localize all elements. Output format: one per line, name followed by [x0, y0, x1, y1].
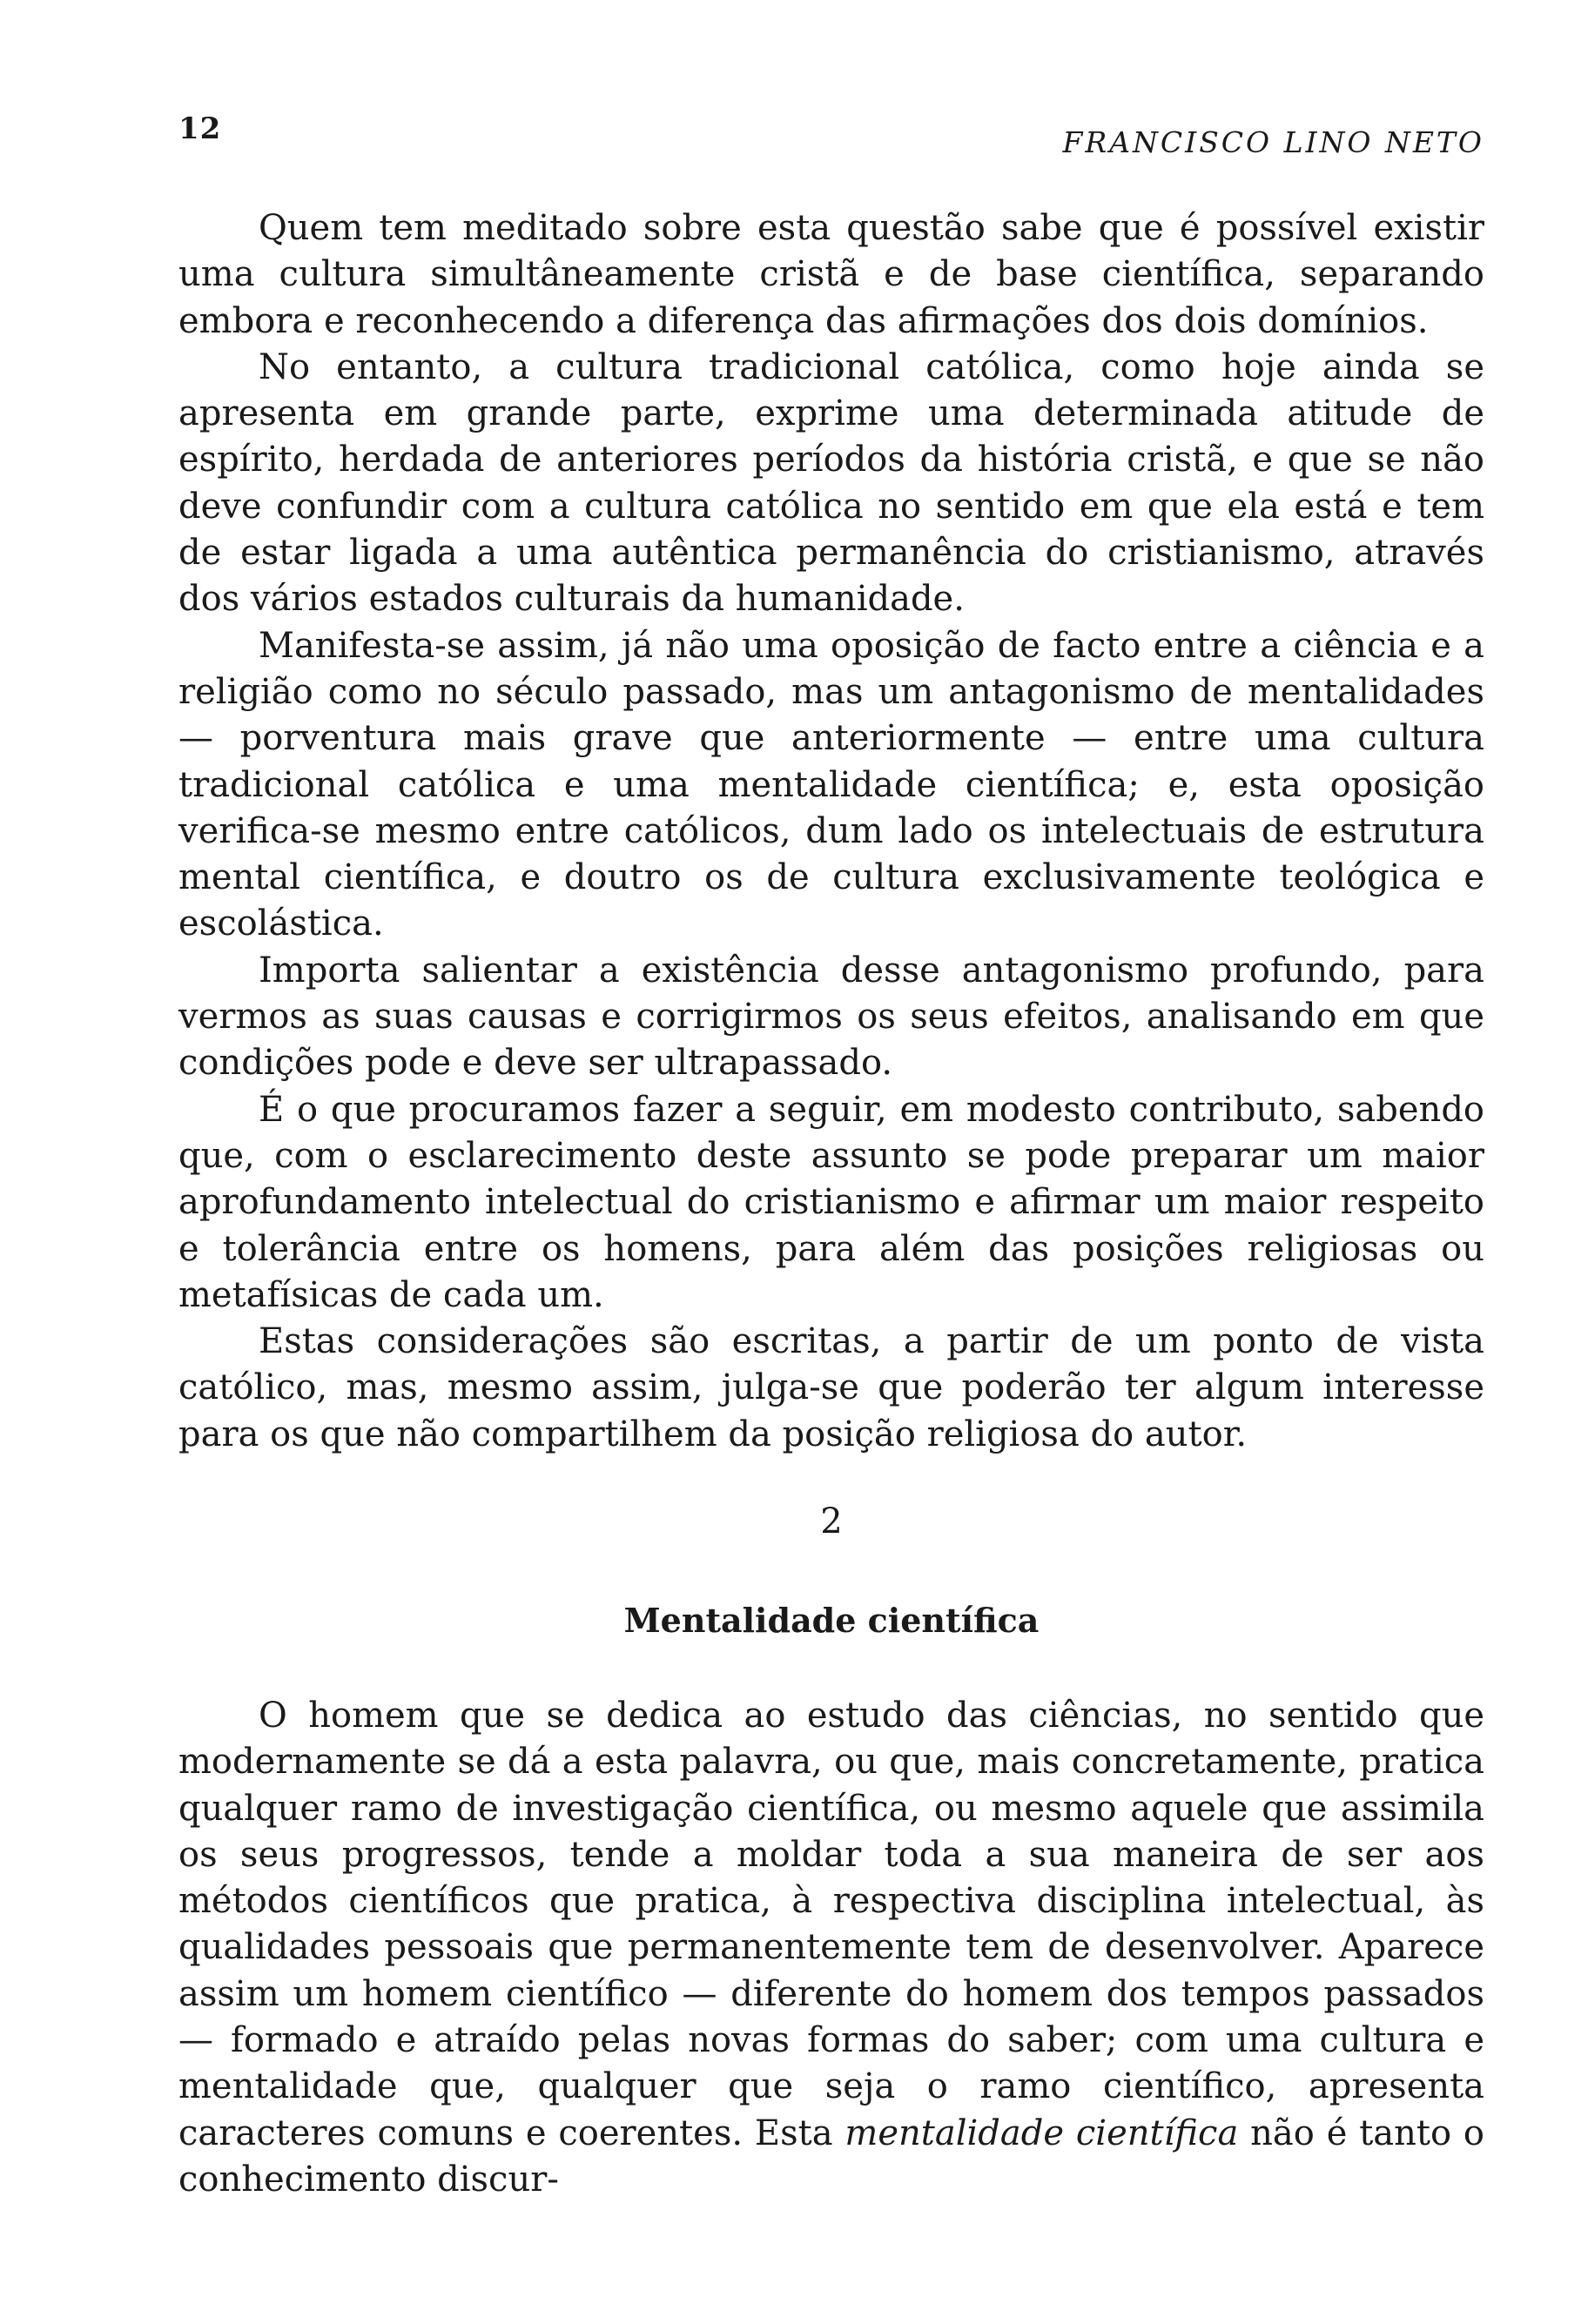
running-head	[178, 103, 1484, 159]
paragraph: É o que procuramos fazer a seguir, em modesto contributo, sabendo que, com o esclarecimento deste assunto se pode preparar um maior aprofundamento intelectual do cristianismo e afirmar um maior respeito e tolerância entre os homens, para além das posições religiosas ou metafísicas de cada um.	[178, 1089, 1484, 1315]
page-number: 12	[178, 111, 222, 146]
paragraph-text: O homem que se dedica ao estudo das ciências, no sentido que modernamente se dá a esta palavra, ou que, mais concretamente, pratica qualquer ramo de investigação científica, ou mesmo aquele que assimila os seus progressos, tende a moldar toda a sua maneira de ser aos métodos científicos que pratica, à respectiva disciplina intelectual, às qualidades pessoais que permanentemente tem de desenvolver. Aparece assim um homem científico — diferente do homem dos tempos passados — formado e atraído pelas novas formas do saber; com uma cultura e mentalidade que, qualquer que seja o ramo científico, apresenta caracteres comuns e coerentes. Esta	[178, 1696, 1484, 2153]
section-number: 2	[820, 1501, 843, 1541]
paragraph: Quem tem meditado sobre esta questão sabe que é possível existir uma cultura simultâneamente cristã e de base científica, separando embora e reconhecendo a diferença das afirmações dos dois domínios.	[178, 208, 1484, 341]
italic-term: mentalidade científica	[844, 2112, 1239, 2153]
body-text-top	[178, 205, 1484, 1458]
paragraph: Estas considerações são escritas, a partir de um ponto de vista católico, mas, mesmo assim, julga-se que poderão ter algum interesse para os que não compartilhem da posição religiosa do autor.	[178, 1321, 1484, 1454]
paragraph	[178, 1693, 1484, 2203]
body-text-bottom	[178, 1693, 1484, 2203]
running-title: FRANCISCO LINO NETO	[1062, 125, 1484, 159]
paragraph: Importa salientar a existência desse antagonismo profundo, para vermos as suas causas e corrigirmos os seus efeitos, analisando em que condições pode e deve ser ultrapassado.	[178, 950, 1484, 1084]
paragraph-text: não é tanto o conhecimento discur-	[178, 2112, 1484, 2200]
section-title: Mentalidade científica	[623, 1601, 1040, 1640]
paragraph: Manifesta-se assim, já não uma oposição de facto entre a ciência e a religião como no século passado, mas um antagonismo de mentalidades — porventura mais grave que anteriormente — entre uma cultura tradicional católica e uma mentalidade científica; e, esta oposição verifica-se mesmo entre católicos, dum lado os intelectuais de estrutura mental científica, e doutro os de cultura exclusivamente teológica e escolástica.	[178, 625, 1484, 944]
paragraph: No entanto, a cultura tradicional católica, como hoje ainda se apresenta em grande parte, exprime uma determinada atitude de espírito, herdada de anteriores períodos da história cristã, e que se não deve confundir com a cultura católica no sentido em que ela está e tem de estar ligada a uma autêntica permanência do cristianismo, através dos vários estados culturais da humanidade.	[178, 346, 1484, 620]
